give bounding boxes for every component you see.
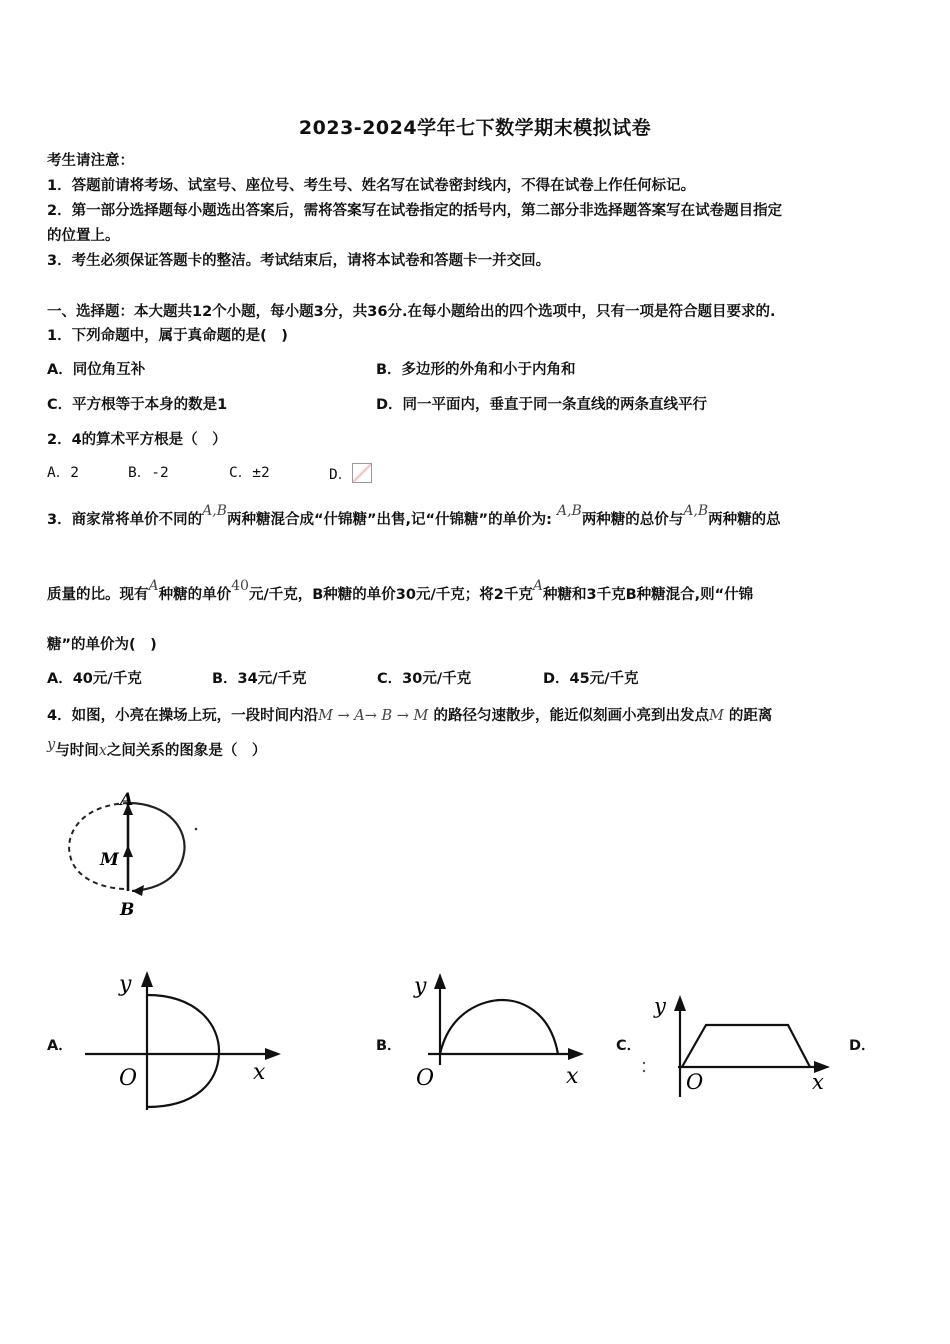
figure-label-m: M	[100, 850, 119, 870]
q4-graph-c	[638, 985, 838, 1105]
q3-text-3: 两种糖的总价与	[581, 512, 684, 528]
q3-var-ab-2: A,B	[556, 503, 582, 519]
y-axis-arrow-icon	[674, 995, 686, 1011]
q4-text-1: 4．如图，小亮在操场上玩，一段时间内沿	[47, 708, 319, 724]
q1-option-d[interactable]: D．同一平面内，垂直于同一条直线的两条直线平行	[376, 397, 708, 413]
q3-option-a[interactable]: A．40元/千克	[47, 671, 142, 687]
section-heading: 一、选择题：本大题共12个小题，每小题3分，共36分.在每小题给出的四个选项中，只有一项是符合题目要求的.	[47, 304, 776, 320]
q1-stem: 1．下列命题中，属于真命题的是( )	[47, 328, 288, 344]
graph-b-y-label: y	[414, 974, 427, 999]
dot-mark	[643, 1062, 645, 1064]
figure-label-b: B	[120, 900, 135, 920]
graph-c-x-label: x	[812, 1070, 824, 1094]
solid-semicircle	[128, 803, 185, 891]
q4-option-a[interactable]: A．	[47, 1038, 73, 1054]
q3-text-1: 3．商家常将单价不同的	[47, 512, 203, 528]
q4-text-5: 之间关系的图象是（ ）	[106, 743, 267, 759]
q2-option-b[interactable]: B．-2	[128, 465, 169, 481]
q4-var-x: x	[98, 743, 107, 759]
graph-b-origin-label: O	[416, 1066, 435, 1091]
q4-graph-b	[410, 965, 590, 1095]
q3-price-40: 40	[231, 578, 249, 594]
dot-mark	[195, 828, 198, 831]
q4-path: M → A→ B → M	[318, 708, 429, 724]
dot-mark	[643, 1070, 645, 1072]
notice-heading: 考生请注意：	[47, 153, 134, 169]
q4-text-2: 的路径匀速散步，能近似刻画小亮到出发点	[433, 708, 709, 724]
notice-item-1: 1．答题前请将考场、试室号、座位号、考生号、姓名写在试卷密封线内，不得在试卷上作任何标记。	[47, 178, 696, 194]
graph-a-x-label: x	[253, 1060, 266, 1085]
y-axis-arrow-icon	[141, 971, 153, 987]
q3-text-2: 两种糖混合成“什锦糖”出售,记“什锦糖”的单价为:	[226, 512, 552, 528]
q2-option-d[interactable]	[329, 463, 372, 485]
q2-option-c[interactable]: C．±2	[229, 465, 270, 481]
q3-text-4: 两种糖的总	[708, 512, 781, 528]
q1-option-a[interactable]: A．同位角互补	[47, 362, 146, 378]
q4-option-d[interactable]: D．	[849, 1038, 876, 1054]
graph-b-curve	[440, 1000, 558, 1054]
y-axis-arrow-icon	[434, 973, 446, 989]
x-axis-arrow-icon	[265, 1048, 281, 1060]
q3-option-b[interactable]: B．34元/千克	[212, 671, 307, 687]
q4-graph-a	[85, 965, 295, 1115]
q3-var-a-2: A	[532, 578, 543, 594]
q2-option-d-label: D．	[329, 467, 353, 483]
q4-path-figure	[60, 785, 210, 925]
q4-option-b[interactable]: B．	[376, 1038, 402, 1054]
q2-stem: 2．4的算术平方根是（ ）	[47, 432, 227, 448]
broken-image-icon	[352, 463, 372, 483]
q1-option-c[interactable]: C．平方根等于本身的数是1	[47, 397, 228, 413]
q4-var-y: y	[47, 737, 56, 753]
q1-option-b[interactable]: B．多边形的外角和小于内角和	[376, 362, 576, 378]
q3-text-7: 元/千克，B种糖的单价30元/千克；将2千克	[248, 587, 533, 603]
q3-var-ab-1: A,B	[202, 503, 227, 519]
graph-b-x-label: x	[566, 1064, 579, 1089]
q4-text-3: 的距离	[728, 708, 773, 724]
q4-line-1	[47, 706, 772, 726]
q3-var-ab-3: A,B	[683, 503, 709, 519]
notice-item-2a: 2．第一部分选择题每小题选出答案后，需将答案写在试卷指定的括号内，第二部分非选择题答案写在试卷题目指定	[47, 203, 783, 219]
q2-option-a[interactable]: A．2	[47, 465, 79, 481]
q3-text-6: 种糖的单价	[158, 587, 232, 603]
graph-c-origin-label: O	[686, 1070, 704, 1094]
figure-label-a: A	[120, 790, 134, 810]
arrow-up-icon	[123, 845, 133, 857]
q3-line-3: 糖”的单价为( )	[47, 637, 157, 653]
graph-a-curve	[147, 995, 219, 1107]
q4-line-2	[47, 737, 267, 761]
q4-var-m: M	[708, 708, 724, 724]
notice-item-3: 3．考生必须保证答题卡的整洁。考试结束后，请将本试卷和答题卡一并交回。	[47, 253, 551, 269]
dashed-semicircle	[69, 803, 128, 889]
graph-a-y-label: y	[119, 972, 132, 997]
page-title: 2023-2024学年七下数学期末模拟试卷	[298, 117, 652, 139]
q3-var-a-1: A	[148, 578, 159, 594]
q4-text-4: 与时间	[55, 743, 99, 759]
q3-text-8: 种糖和3千克B种糖混合,则“什锦	[543, 587, 754, 603]
arrow-left-icon	[132, 885, 144, 896]
graph-a-origin-label: O	[119, 1066, 138, 1091]
graph-c-trapezoid	[682, 1025, 810, 1067]
q4-option-c[interactable]: C．	[616, 1038, 642, 1054]
x-axis-arrow-icon	[568, 1048, 584, 1060]
q3-option-c[interactable]: C．30元/千克	[377, 671, 472, 687]
q3-option-d[interactable]: D．45元/千克	[543, 671, 639, 687]
q3-text-5: 质量的比。现有	[47, 587, 149, 603]
q3-line-2	[47, 578, 754, 605]
notice-item-2b: 的位置上。	[47, 228, 120, 244]
graph-c-y-label: y	[654, 994, 666, 1018]
q3-line-1	[47, 503, 781, 530]
